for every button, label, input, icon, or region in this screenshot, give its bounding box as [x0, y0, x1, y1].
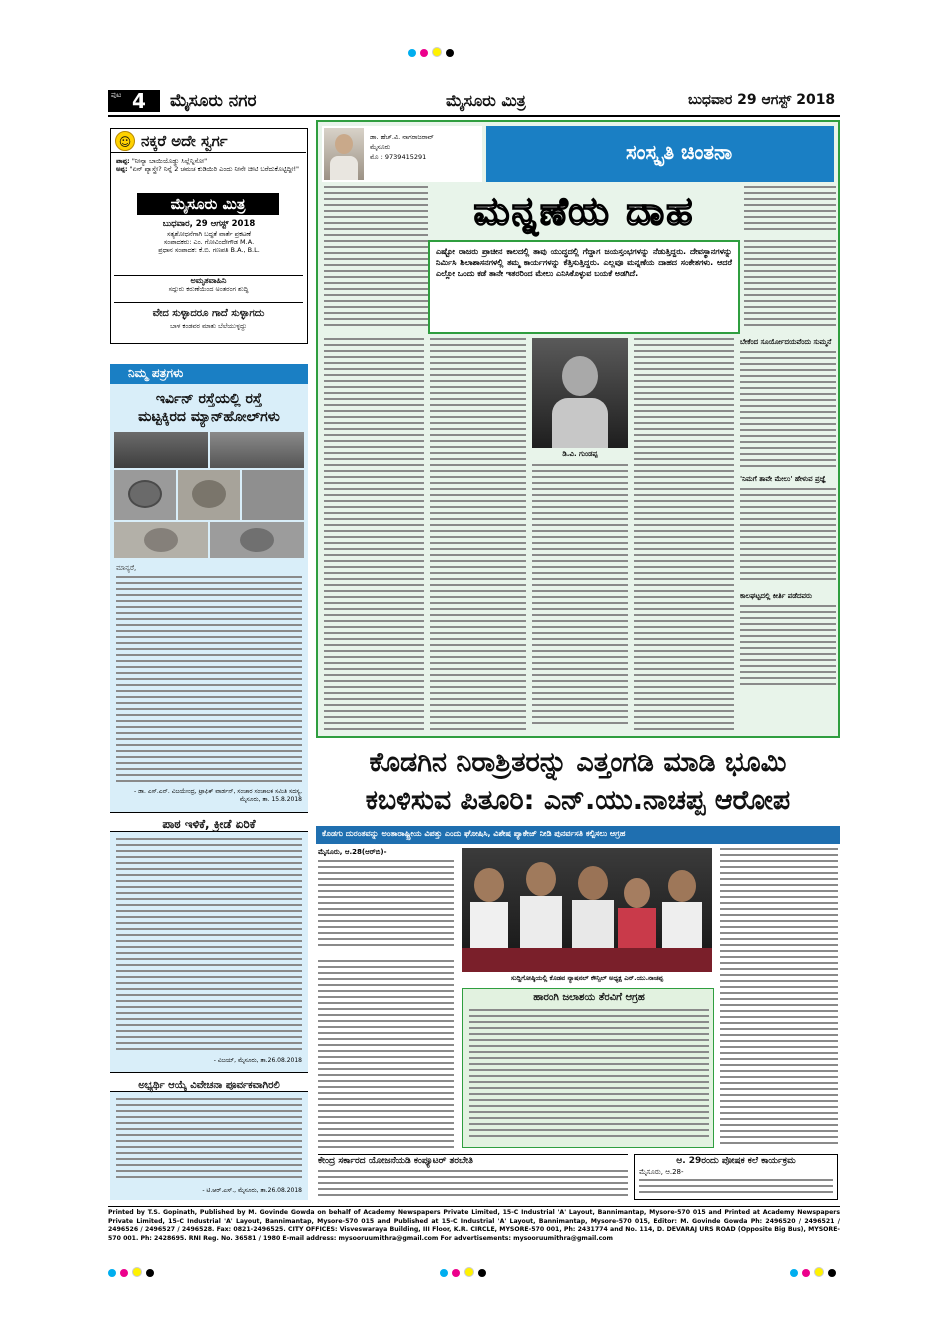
registration-marks-bottom-center [440, 1262, 500, 1272]
letter2-signature: - ವಿಜಯ್, ಮೈಸೂರು, ತಾ.26.08.2018 [213, 1057, 302, 1064]
letter3-title: ಅಭ್ಯರ್ಥಿ ಆಯ್ಕೆ ವಿವೇಚನಾ ಪೂರ್ವಕವಾಗಿರಲಿ [138, 1080, 280, 1091]
main-news-headline [316, 744, 840, 824]
computer-training-story [318, 1154, 628, 1200]
magenta-mark [452, 1269, 460, 1277]
masthead-line1: ಸತ್ಯಶೋಧನೆಗಾಗಿ ಬದ್ಧತೆ ವಾರ್ತೆ ಪ್ರಕಟಣೆ [167, 230, 251, 238]
masthead-logo: ಮೈಸೂರು ಮಿತ್ರ [170, 195, 246, 213]
cyan-mark [440, 1269, 448, 1277]
yellow-mark [814, 1267, 824, 1277]
letter1-title-line2: ಮಟ್ಟಕ್ಕಿರದ ಮ್ಯಾನ್‌ಹೋಲ್‌ಗಳು [138, 409, 280, 425]
masthead-logo-box [137, 193, 279, 215]
letter1-body [116, 576, 302, 784]
amrutha-title: ಅಮೃತವಾಹಿನಿ [190, 276, 227, 285]
letters-section-label [110, 364, 308, 384]
cyan-mark [408, 49, 416, 57]
header-rule [108, 115, 840, 117]
main-headline-line2: ಕಬಳಿಸುವ ಪಿತೂರಿ: ಎನ್.ಯು.ನಾಚಪ್ಪ ಆರೋಪ [365, 785, 791, 816]
column-subhead1: ಬೇಕೆಂದ ಸೂರ್ಯೋದಯವೆಂದು ಸುಮ್ಮನೆ [740, 338, 832, 346]
column-body-col2 [430, 338, 526, 732]
cyan-mark [790, 1269, 798, 1277]
main-news-subhead-band [316, 826, 840, 844]
author-block [322, 126, 482, 182]
laughing-face-icon: ☺ [115, 131, 135, 151]
column-text-col1 [324, 186, 428, 330]
column-article [316, 120, 840, 738]
event-box [634, 1154, 838, 1200]
black-mark [446, 49, 454, 57]
humor-box [110, 128, 308, 344]
manhole-photo-6 [114, 522, 208, 558]
registration-marks-top [408, 42, 548, 52]
imprint [108, 1206, 840, 1256]
event-title: ಆ. 29ರಂದು ಪೋಷಕ ಕಲೆ ಕಾರ್ಯಕ್ರಮ [676, 1156, 796, 1166]
amrutha-box [114, 275, 303, 303]
registration-marks-bottom-right [790, 1262, 850, 1272]
column-right-col [740, 338, 836, 732]
event-date: ಮೈಸೂರು, ಆ.28- [639, 1168, 684, 1176]
page-number-box [108, 90, 160, 112]
magenta-mark [420, 49, 428, 57]
column-name: ಸಂಸ್ಕೃತಿ ಚಿಂತನಾ [626, 140, 733, 164]
letter3-signature: - ಟಿ.ಆರ್.ಎಸ್., ಮೈಸೂರು, ತಾ.26.08.2018 [202, 1187, 302, 1194]
column-body-col4 [634, 338, 734, 732]
masthead-info [115, 219, 303, 271]
author-photo [324, 128, 364, 180]
manhole-photo-7 [210, 522, 304, 558]
yellow-mark [432, 47, 442, 57]
main-col4 [720, 848, 838, 1148]
masthead-line3: ಪ್ರಧಾನ ಸಂಪಾದಕ: ಕೆ.ಬಿ. ಗಣಪತಿ B.A., B.L. [158, 246, 260, 254]
proverb-title: ವೇದ ಸುಳ್ಳಾದರೂ ಗಾದೆ ಸುಳ್ಳಾಗದು [152, 308, 265, 319]
page-label: ಪುಟ [111, 91, 122, 99]
section-title: ಮೈಸೂರು ನಗರ [170, 91, 257, 111]
standfirst-text: ಎಷ್ಟೋ ರಾಜರು ಪ್ರಾಚೀನ ಕಾಲದಲ್ಲಿ ತಾವು ಯುದ್ಧದಲ್ಲಿ ಗೆದ್ದಾಗ ಜಯಸ್ತಂಭಗಳನ್ನು ನೆಡುತ್ತಿದ್ದರು. ದೇವಸ್ಥಾನಗಳನ್ನು ನಿರ್ಮಿಸಿ ಶಿಲಾಶಾಸನಗಳಲ್ಲಿ ತಮ್ಮ ಕಾರ್ಯಗಳನ್ನು ಕೆತ್ತಿಸುತ್ತಿದ್ದರು. ಎಲ್ಲವೂ ಮನ್ನಣೆಯ ದಾಹದ ಸಂಕೇತಗಳು. ಆದರೆ ಎಲ್ಲೋ ಒಂದು ಕಡೆ ತಾನೇ ಇತರರಿಂದ ಮೇಲು ಎನಿಸಿಕೊಳ್ಳುವ ಬಯಕೆ ಅಡಗಿದೆ. [436, 247, 732, 278]
humor-line1: "ನೀನ್ಯಾ ಬಾಯಿಯೊಡ್ಡು ಸಿಲ್ಲೆನ್ನಿಸೋ" [131, 157, 208, 165]
masthead-title: ಮೈಸೂರು ಮಿತ್ರ [446, 91, 526, 110]
letters-column [110, 384, 308, 1200]
road-photo-2 [210, 432, 304, 468]
letters-label: ನಿಮ್ಮ ಪತ್ರಗಳು [128, 366, 184, 380]
manhole-photo-5 [242, 470, 304, 520]
column-headline-box [434, 186, 734, 236]
author-name: ಡಾ. ಹೆಚ್.ವಿ. ನಾಗರಾಜರಾವ್ [370, 133, 434, 141]
amrutha-line: ಸದ್ಗುರು ಕರುಣೆಯಿಂದ ಅಂತರಂಗ ಶುದ್ಧಿ [168, 285, 249, 293]
humor-title: ನಕ್ಕರೆ ಅದೇ ಸ್ವರ್ಗ [141, 132, 228, 150]
registration-marks-bottom-left [108, 1262, 168, 1272]
dvg-photo [532, 338, 628, 448]
main-col1-lower [318, 960, 454, 1156]
main-news-body [316, 848, 840, 1202]
yellow-mark [132, 1267, 142, 1277]
letter2-title: ಪಾಠ ಇಳಿಕೆ, ಕ್ರೀಡೆ ಏರಿಕೆ [162, 817, 256, 831]
humor-text [116, 157, 302, 191]
main-col1 [318, 860, 454, 954]
harangi-body [469, 1009, 709, 1143]
letter3-title-bar [110, 1072, 308, 1092]
masthead-line2: ಸಂಪಾದಕರು: ಎಂ. ಗೋವಿಂದೇಗೌಡ M.A. [163, 238, 255, 246]
column-subhead2: 'ನಿಮಗೆ ತಾವೇ ಮೇಲು' ಹೇಳುವ ಪ್ರಜ್ಞೆ [740, 475, 826, 483]
magenta-mark [802, 1269, 810, 1277]
dvg-photo-caption: ಡಿ.ವಿ. ಗುಂಡಪ್ಪ [562, 450, 598, 458]
proverb-box [114, 307, 303, 339]
column-name-banner [486, 126, 834, 182]
letter1-salutation: ಮಾನ್ಯರೆ, [116, 564, 137, 572]
author-info [370, 132, 480, 162]
letter1-signature: - ಡಾ. ಎಸ್.ಎನ್. ವಿಜಯೇಂದ್ರ, ಟ್ರಾಫಿಕ್ ವಾರ್ಡನ್, ಸಂಚಾರ ಸಂಚಾಲಕ ಸಮಿತಿ ಸದಸ್ಯ, ಮೈಸೂರು, ತಾ. 15.8.2018 [134, 788, 302, 803]
column-headline: ಮನ್ನಣೆಯ ದಾಹ [473, 189, 695, 233]
page-number: 4 [132, 89, 146, 113]
computer-training-title: ಕೇಂದ್ರ ಸರ್ಕಾರದ ಯೋಜನೆಯಡಿ ಕಂಪ್ಯೂಟರ್ ತರಬೇತಿ [318, 1156, 473, 1166]
harangi-box [462, 988, 714, 1148]
magenta-mark [120, 1269, 128, 1277]
author-phone: ಮೊ : 9739415291 [370, 153, 427, 161]
column-standfirst [428, 240, 740, 334]
main-news-subhead: ಕೊಡಗು ದುರಂತವನ್ನು ಅಂತಾರಾಷ್ಟ್ರೀಯ ವಿಪತ್ತು ಎಂದು ಘೋಷಿಸಿ, ವಿಶೇಷ ಪ್ಯಾಕೇಜ್ ನೀಡಿ ಪುನರ್ವಸತಿ ಕಲ್ಪಿಸಲು ಆಗ್ರಹ [322, 829, 626, 838]
masthead-date: ಬುಧವಾರ, 29 ಆಗಸ್ಟ್ 2018 [162, 219, 256, 229]
press-meet-caption: ಸುದ್ದಿಗೋಷ್ಠಿಯಲ್ಲಿ ಕೊಡವ ನ್ಯಾಷನಲ್ ಕೌನ್ಸಿಲ್ ಅಧ್ಯಕ್ಷ ಎನ್.ಯು.ನಾಚಪ್ಪ [510, 974, 664, 982]
letter2-title-bar [110, 812, 308, 832]
author-city: ಮೈಸೂರು [370, 143, 391, 151]
main-news-dateline: ಮೈಸೂರು, ಆ.28(ಆರ್‌ಬಿ)- [318, 848, 387, 856]
page-header [108, 88, 840, 114]
road-photo-1 [114, 432, 208, 468]
letter3-body [116, 1098, 302, 1182]
letter2-body [116, 838, 302, 1054]
cyan-mark [108, 1269, 116, 1277]
press-meet-photo [462, 848, 712, 972]
manhole-photo-4 [178, 470, 240, 520]
proverb-line: ಬಾಳ ಕಂಡವರ ಮಾತು ಬೆಲೆಯುಳ್ಳದ್ದು [170, 322, 247, 330]
letter1-title [110, 390, 308, 426]
black-mark [828, 1269, 836, 1277]
humor-line1-label: ಪಾಪ್ಪ: [116, 157, 130, 165]
column-body-col1 [324, 338, 424, 732]
humor-line2: "ಏನ್ ಪ್ಯಾಸ್ತ್ರೇ? ನಿನ್ನೆ 2 ಚಮಚ ಕುಡಿಯಿರಿ ಎಂದು ನೀನೇ ಚೀಟಿ ಬರೆದುಕೊಟ್ಟಿದ್ದೀ!" [129, 165, 300, 173]
header-date: ಬುಧವಾರ 29 ಆಗಸ್ಟ್ 2018 [688, 92, 836, 108]
humor-line2-label: ಅಪ್ಪ: [116, 165, 128, 173]
black-mark [146, 1269, 154, 1277]
letter1-title-line1: ಇರ್ವಿನ್ ರಸ್ತೆಯಲ್ಲಿ ರಸ್ತೆ [155, 391, 263, 407]
yellow-mark [464, 1267, 474, 1277]
column-subhead3: ಕಾಲಘಟ್ಟದಲ್ಲಿ ಕೀರ್ತಿ ಪಡೆದವರು [740, 592, 812, 600]
manhole-photo-3 [114, 470, 176, 520]
black-mark [478, 1269, 486, 1277]
manhole-photo-collage [114, 432, 304, 558]
column-text-col-right-top [744, 186, 836, 236]
column-text-col-right-2 [744, 240, 836, 334]
imprint-text: Printed by T.S. Gopinath, Published by M. Govinde Gowda on behalf of Academy Newspapers Private Limited, 15-C Industrial 'A' Layout, Bannimantap, Mysore-570 015 and Printed at Academy Newspapers Private Limited, 15-C Industrial 'A' Layout, Bannimantap, Mysore-570 015 and Published at 15-C Industrial 'A' Layout, Bannimantap, Mysore-570 015, Editor: M. Govinde Gowda Ph: 2496520 / 2496521 / 2496526 / 2496527 / 2496528. Fax: 0821-2496525. CITY OFFICES: Visveswaraya Building, III Floor, K.R. CIRCLE, MYSORE-570 001, Ph: 2431774 and No. 114, D. DEVARAJ URS ROAD (Opposite Big Bus), MYSORE-570 001. Ph: 2428695. RNI Reg. No. 36581 / 1980 E-mail address: mysooruumithra@gmail.com For advertisements: mysooruumithra@gmail.com [108, 1209, 840, 1242]
humor-header [111, 129, 306, 153]
harangi-title: ಹಾರಂಗಿ ಜಲಾಶಯ ತೆರವಿಗೆ ಆಗ್ರಹ [533, 992, 645, 1003]
main-headline-line1: ಕೊಡಗಿನ ನಿರಾಶ್ರಿತರನ್ನು ಎತ್ತಂಗಡಿ ಮಾಡಿ ಭೂಮಿ [369, 747, 787, 778]
column-body-col3 [532, 464, 628, 732]
